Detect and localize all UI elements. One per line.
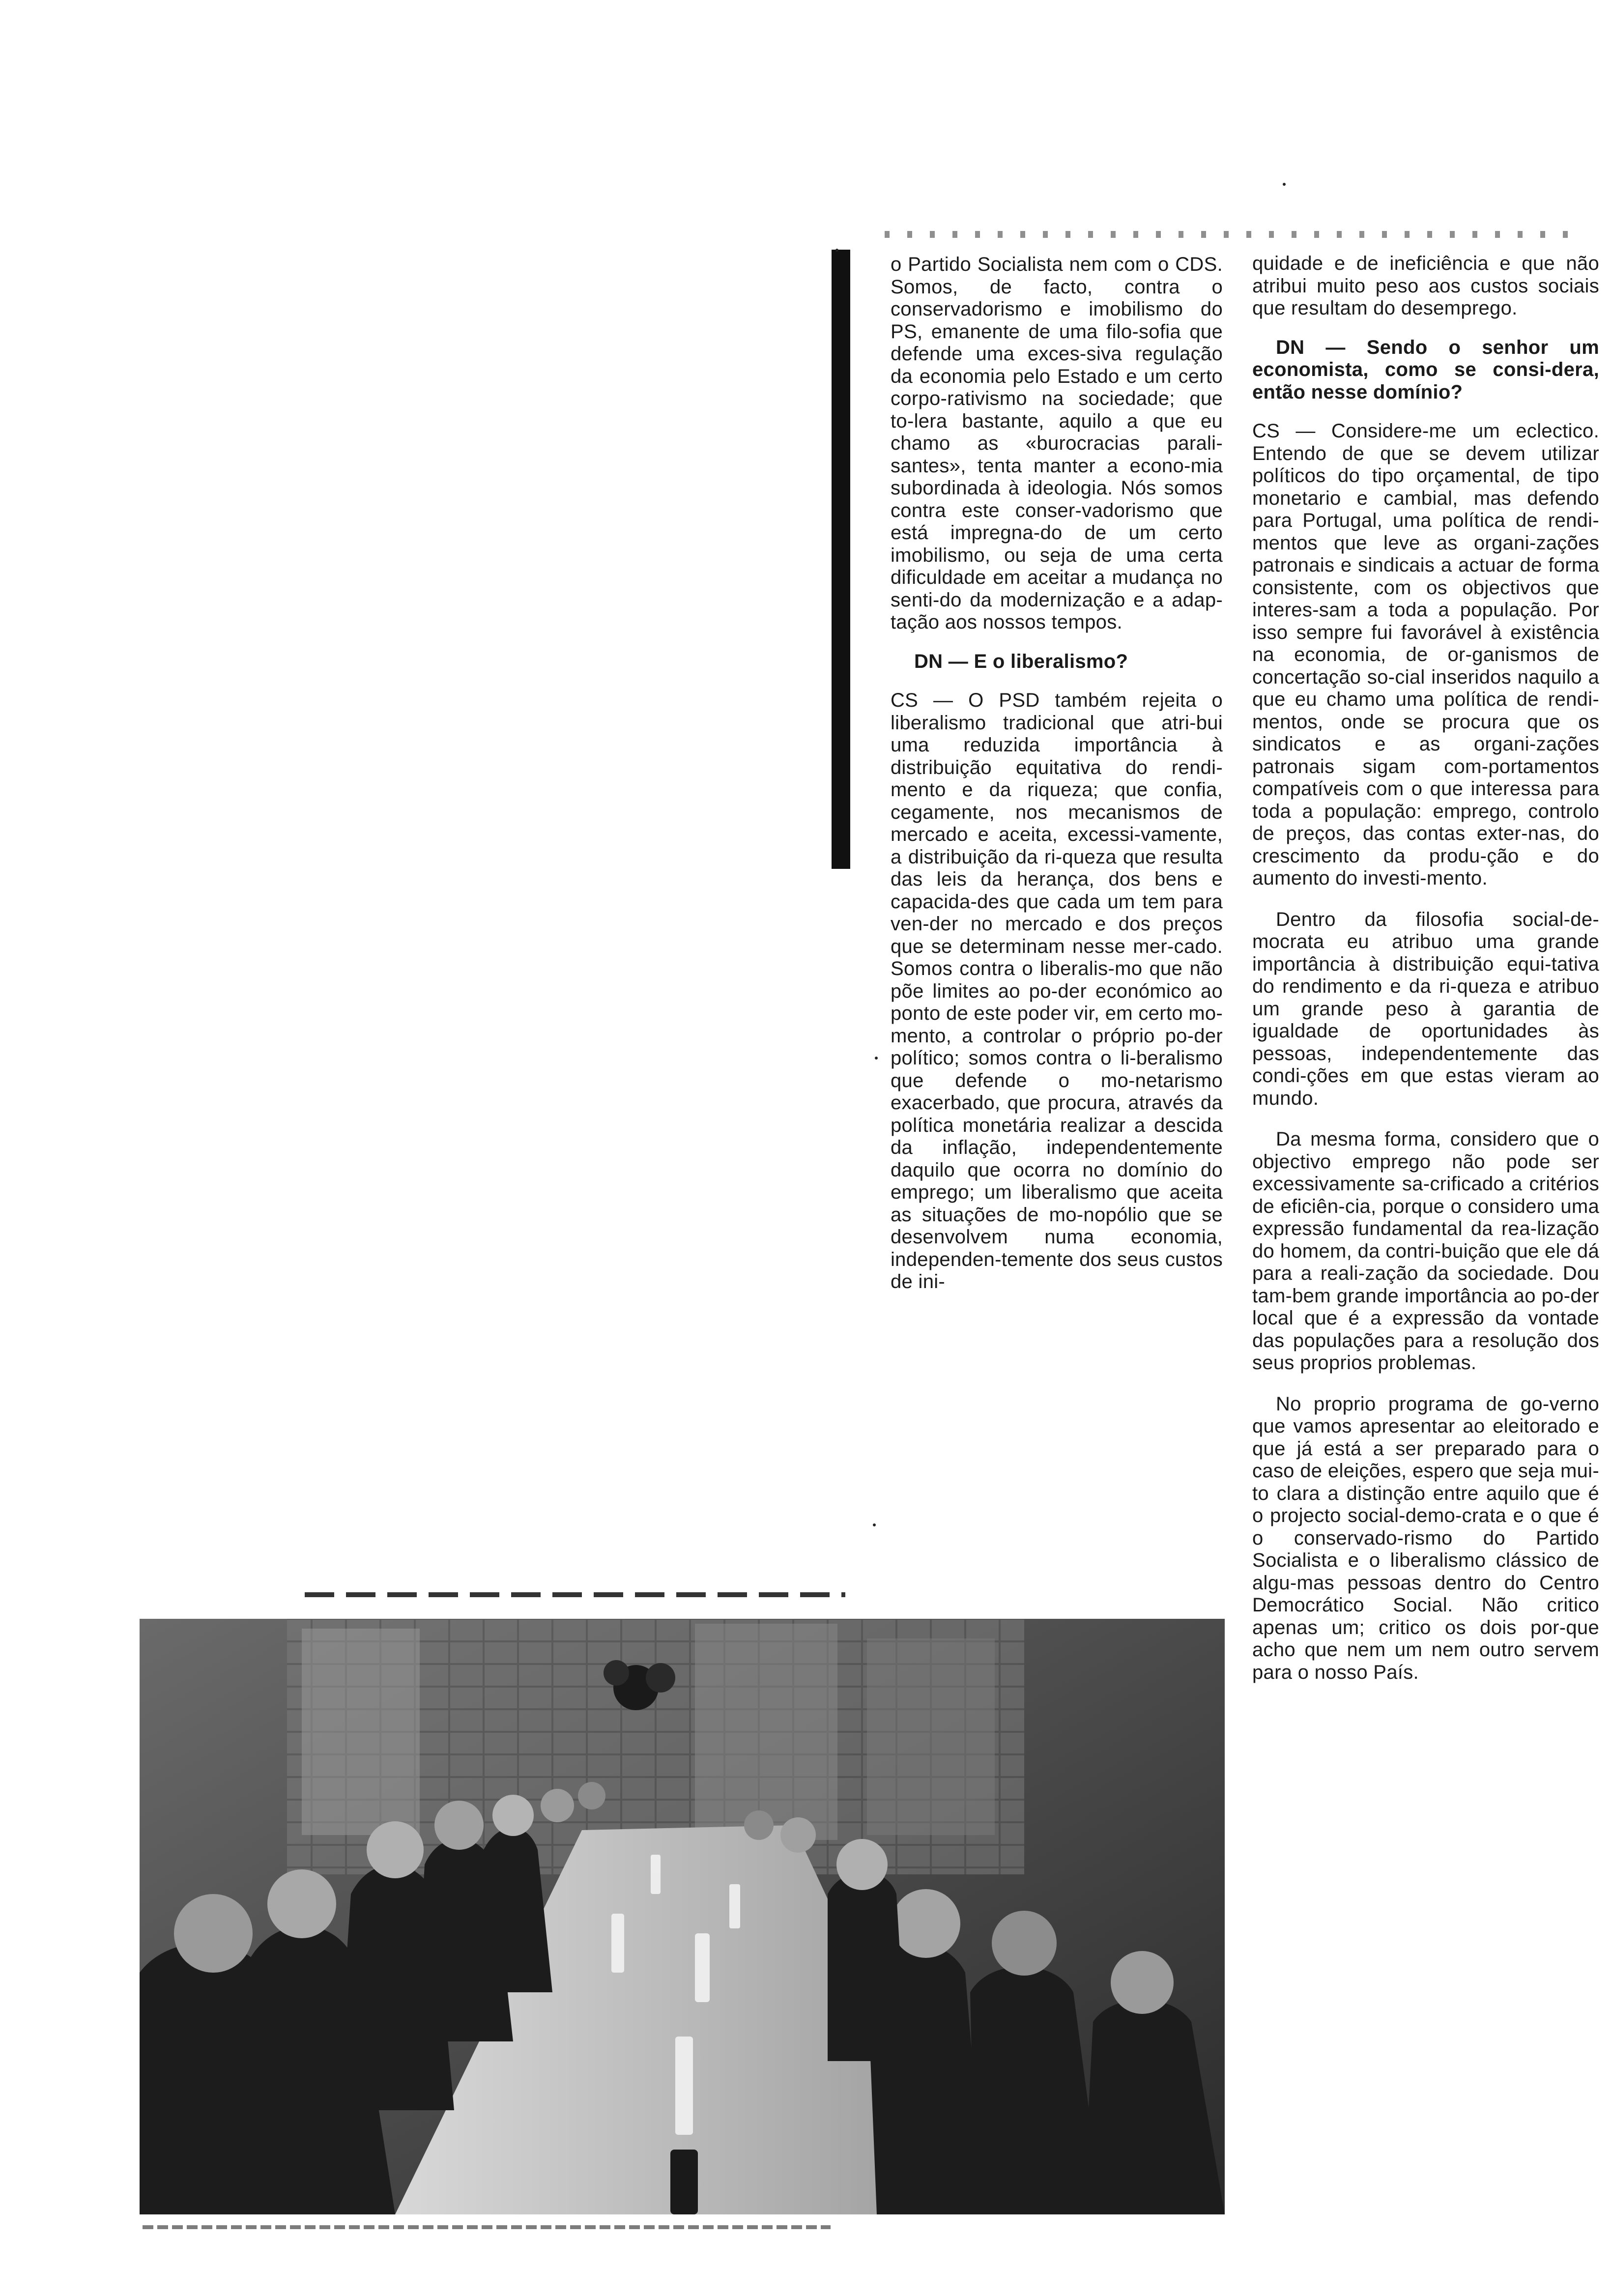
photo-top-border [305,1592,845,1597]
print-speck [873,1523,876,1526]
article-column-middle [891,254,1223,1600]
print-speck [875,1057,878,1060]
print-speck [835,249,838,252]
meeting-photo-image [140,1619,1225,2214]
clipping-edge-bar [832,250,850,869]
photo-bottom-border [143,2225,831,2229]
top-edge-marks [885,231,1583,238]
article-paragraph: CS — Considere-me um eclectico. Entendo de que se devem utilizar políticos do tipo orçamental, de tipo monetario e cambial, mas defendo para Portugal, uma política de rendi-mentos que leve as organi-zações patronais e sindicais a actuar de forma consistente, com os objectivos que interes-sam a toda a população. Por isso sempre fui favorável à existência na economia, de or-ganismos de concertação so-cial inseridos naquilo a que eu chamo uma política de rendi-mentos, onde se procura que os sindicatos e as organi-zações patronais sigam com-portamentos compatíveis com o que interessa para toda a população: emprego, controlo de preços, das contas exter-nas, do crescimento da produ-ção e do aumento do investi-mento. [1252,420,1599,889]
article-paragraph: Dentro da filosofia social-de-mocrata eu atribuo uma grande importância à distribuição equi-tativa do rendimento e da ri-queza e atribuo um grande peso à garantia de igualdade de oportunidades às pessoas, independentemente das condi-ções em que estas vieram ao mundo. [1252,908,1599,1109]
article-paragraph: CS — O PSD também rejeita o liberalismo tradicional que atri-bui uma reduzida importância à distribuição equitativa do rendi-mento e da riqueza; que confia, cegamente, nos mecanismos de mercado e aceita, excessi-vamente, a distribuição da ri-queza que resulta das leis da herança, dos bens e capacida-des que cada um tem para ven-der no mercado e dos preços que se determinam nesse mer-cado. Somos contra o liberalis-mo que não põe limites ao po-der económico ao ponto de este poder vir, em certo mo-mento, a controlar o próprio po-der político; somos contra o li-beralismo que defende o mo-netarismo exacerbado, que procura, através da política monetária realizar a descida da inflação, independentemente daquilo que ocorra no domínio do emprego; um liberalismo que aceita as situações de mo-nopólio que se desenvolvem numa economia, independen-temente dos seus custos de ini- [891,689,1223,1292]
interview-question: DN — E o liberalismo? [914,650,1128,672]
article-paragraph: No proprio programa de go-verno que vamos apresentar ao eleitorado e que já está a ser preparado para o caso de eleições, espero que seja mui-to clara a distinção entre aquilo que é o projecto social-demo-crata e o que é o conservado-rismo do Partido Socialista e o liberalismo clássico de algu-mas pessoas dentro do Centro Democrático Social. Não critico apenas um; critico os dois por-que acho que nem um nem outro servem para o nosso País. [1252,1393,1599,1683]
interview-question: DN — Sendo o senhor um economista, como se consi-dera, então nesse domínio? [1252,336,1599,403]
article-column-right [1252,253,1599,2267]
article-paragraph: quidade e de ineficiência e que não atribui muito peso aos custos sociais que resultam do desemprego. [1252,253,1599,319]
article-paragraph: o Partido Socialista nem com o CDS. Somos, de facto, contra o conservadorismo e imobilismo do PS, emanente de uma filo-sofia que defende uma exces-siva regulação da economia pelo Estado e um certo corpo-rativismo na sociedade; que to-lera bastante, aquilo a que eu chamo as «burocracias parali-santes», tenta manter a econo-mia subordinada à ideologia. Nós somos contra este conser-vadorismo que está impregna-do de um certo imobilismo, ou seja de uma certa dificuldade em aceitar a mudança no senti-do da modernização e a adap-tação aos nossos tempos. [891,254,1223,633]
article-paragraph: Da mesma forma, considero que o objectivo emprego não pode ser excessivamente sa-crificado a critérios de eficiên-cia, porque o considero uma expressão fundamental da rea-lização do homem, da contri-buição que ele dá para a reali-zação da sociedade. Dou tam-bem grande importância ao po-der local que é a expressão da vontade das populações para a resolução dos seus proprios problemas. [1252,1128,1599,1374]
meeting-photo [140,1619,1225,2214]
print-speck [1283,183,1286,186]
